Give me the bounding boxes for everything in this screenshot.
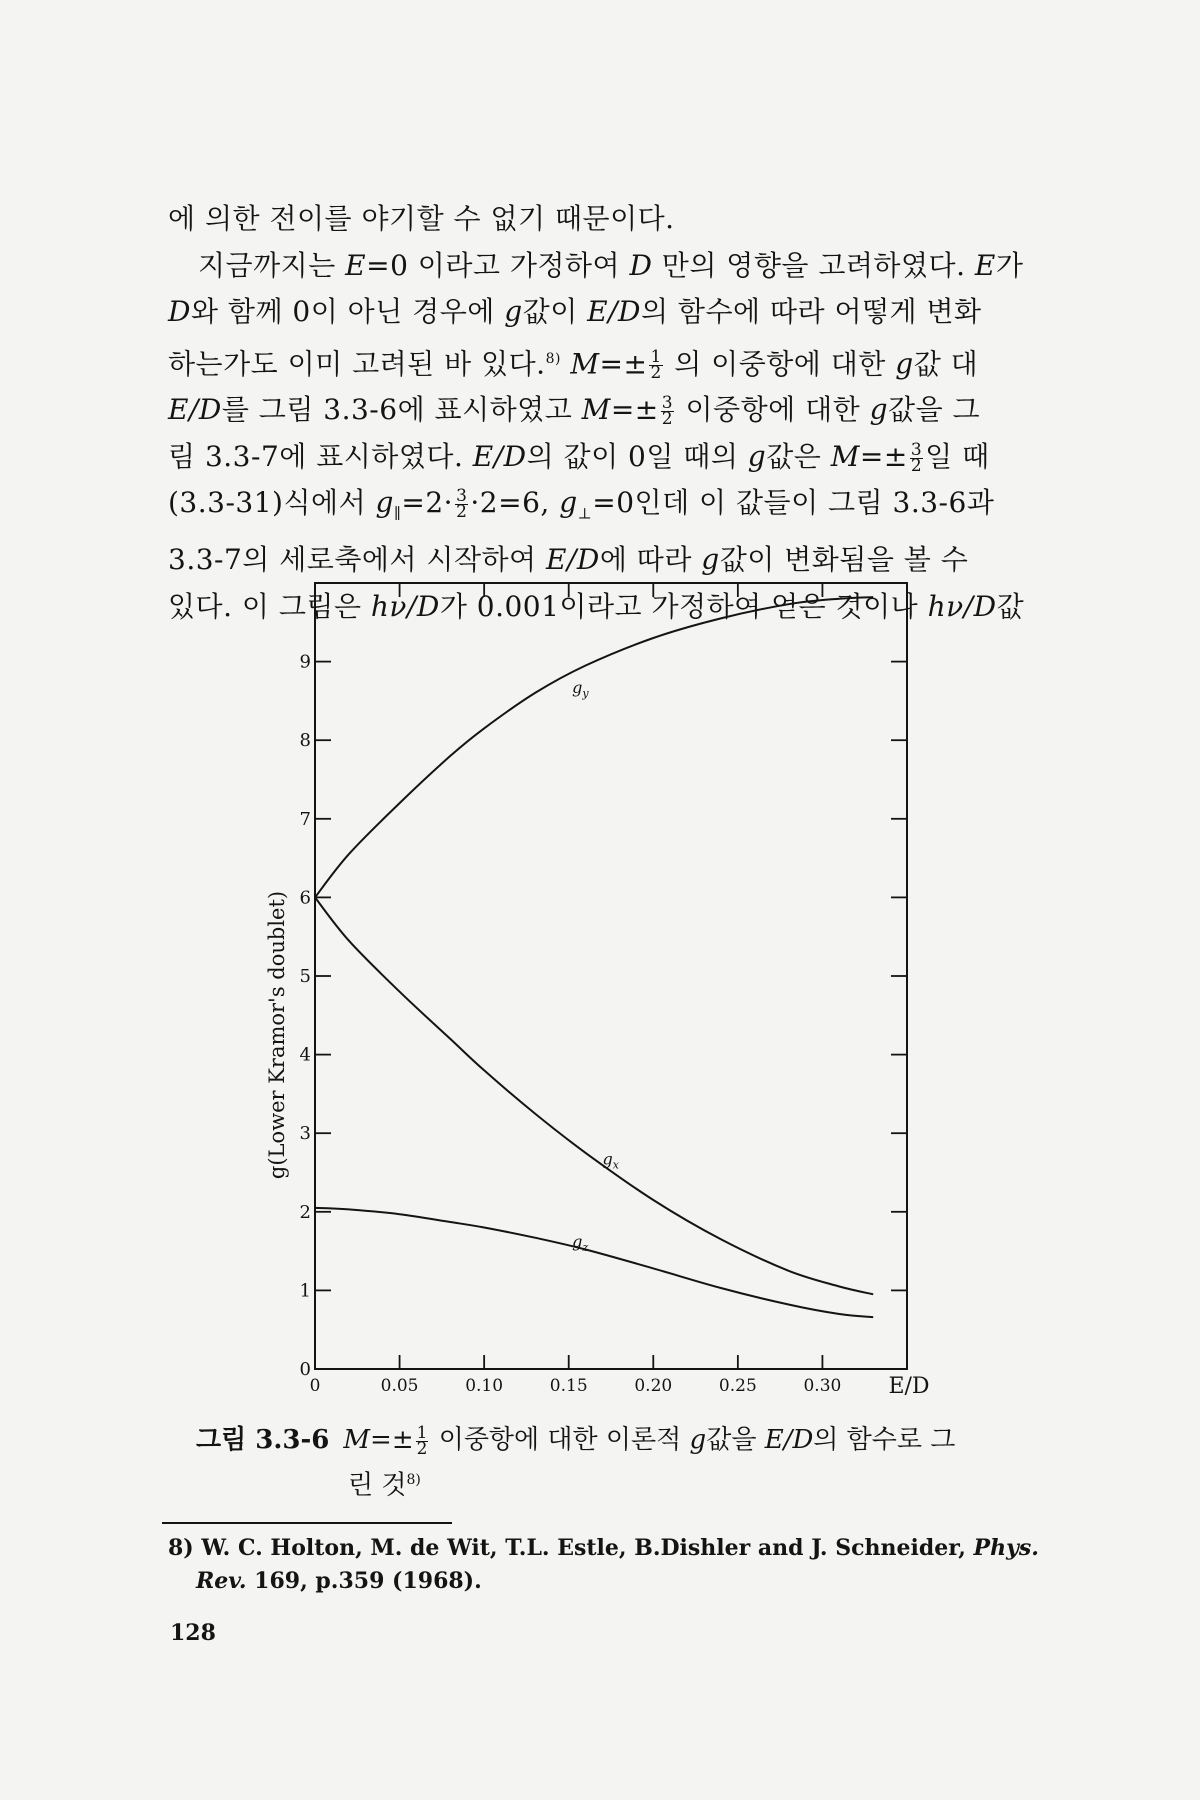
fraction-denominator: 2	[650, 362, 662, 383]
text-span: 값을 그	[888, 393, 981, 427]
body-line	[168, 434, 1080, 481]
text-span: 의 값이 0일 때의	[526, 439, 748, 473]
fraction-numerator: 3	[456, 486, 468, 507]
math-symbol: M	[581, 393, 611, 427]
fraction	[910, 439, 923, 476]
math-symbol: E/D	[764, 1425, 814, 1455]
subscript: ⊥	[577, 504, 593, 523]
y-tick-label: 0	[299, 1359, 311, 1380]
text-span: =0인데 이 값들이 그림 3.3-6과	[592, 486, 995, 520]
y-tick-label: 9	[299, 651, 311, 673]
math-symbol: E	[974, 248, 996, 282]
figure-caption	[196, 1420, 1056, 1506]
text-span: =±	[370, 1425, 414, 1455]
math-symbol: g	[375, 486, 394, 520]
text-span: 3.3-7의 세로축에서 시작하여	[168, 543, 546, 577]
page-number: 128	[170, 1620, 216, 1646]
fraction-numerator: 1	[650, 346, 662, 367]
footnote	[168, 1532, 1088, 1598]
text-span: 값이	[522, 295, 588, 328]
y-tick-label: 5	[299, 966, 311, 987]
x-tick-label: 0	[309, 1376, 321, 1395]
fraction-denominator: 2	[910, 455, 923, 476]
math-symbol: M	[830, 439, 860, 473]
math-symbol: g	[689, 1425, 707, 1455]
x-tick-label: 0.05	[380, 1376, 419, 1395]
y-tick-label: 4	[299, 1044, 311, 1066]
y-tick-label: 1	[299, 1280, 311, 1302]
x-tick-label: 0.10	[465, 1376, 504, 1395]
text-span: 림 3.3-7에 표시하였다.	[168, 439, 473, 473]
math-symbol: M	[560, 346, 600, 380]
x-tick-label: 0.20	[634, 1376, 673, 1395]
fraction	[416, 1422, 429, 1459]
math-symbol: hν/D	[370, 589, 440, 623]
footnote-ref: 8)	[545, 350, 561, 367]
text-span: 의 이중항에 대한	[664, 346, 896, 380]
math-symbol: g	[869, 393, 889, 427]
text-span: 의 함수로 그	[813, 1425, 956, 1455]
text-span: 169, p.359 (1968).	[246, 1568, 482, 1594]
figure-g-vs-ed	[255, 575, 935, 1395]
text-span: 에 의한 전이를 야기할 수 없기 때문이다.	[168, 202, 675, 235]
text-span: 값이 변화됨을 볼 수	[719, 543, 969, 577]
footnote-line	[168, 1532, 1088, 1565]
fraction-denominator: 2	[661, 409, 674, 430]
footnote-rule	[162, 1522, 452, 1524]
text-span: ·2=6,	[470, 486, 560, 520]
text-span: 값 대	[913, 346, 979, 380]
body-line	[168, 289, 1080, 336]
text-span: 린 것	[348, 1470, 407, 1501]
text-span: 에 따라	[599, 543, 702, 577]
y-tick-label: 6	[299, 887, 311, 909]
fraction-denominator: 2	[416, 1438, 428, 1459]
fraction-numerator: 3	[910, 439, 923, 460]
math-symbol: E/D	[546, 543, 600, 577]
math-symbol: g	[895, 346, 914, 380]
y-tick-label: 8	[299, 730, 311, 752]
series-line-g_z	[315, 1208, 873, 1317]
text-span: 를 그림 3.3-6에 표시하였고	[221, 393, 582, 427]
text-span: 가 0.001이라고 가정하여 얻은 것이나	[439, 589, 928, 623]
caption-line	[196, 1460, 1056, 1506]
text-span: 와 함께 0이 아닌 경우에	[190, 295, 505, 328]
text-span: 가	[995, 248, 1024, 282]
text-span: =±	[599, 346, 648, 380]
text-span: (3.3-31)식에서	[168, 486, 376, 520]
math-symbol: E/D	[472, 439, 527, 473]
body-line	[168, 243, 1080, 290]
math-symbol: M	[343, 1425, 371, 1455]
math-symbol: g	[747, 439, 767, 473]
body-line	[168, 387, 1080, 434]
math-symbol: E/D	[168, 393, 222, 427]
series-line-g_x	[315, 897, 873, 1294]
text-span: =±	[610, 393, 659, 427]
math-symbol: g	[701, 543, 720, 577]
text-span: 값은	[766, 439, 831, 473]
series-label-g_z: $g_z$	[572, 1232, 589, 1255]
math-symbol: D	[168, 295, 191, 328]
series-line-g_y	[315, 597, 873, 897]
journal-name: Rev.	[196, 1568, 247, 1594]
plot-frame	[315, 583, 907, 1369]
text-span: 이중항에 대한 이론적	[430, 1425, 690, 1455]
footnote-ref: 8)	[406, 1472, 421, 1488]
text-span: 8) W. C. Holton, M. de Wit, T.L. Estle, B.Dishler and J. Schneider,	[168, 1535, 974, 1561]
math-symbol: D	[629, 248, 653, 282]
text-span: =2·	[401, 486, 454, 520]
text-span: =±	[859, 439, 908, 473]
y-tick-label: 7	[299, 808, 311, 830]
journal-name: Phys.	[973, 1535, 1039, 1561]
series-label-g_x: $g_x$	[602, 1149, 620, 1172]
math-symbol: hν/D	[927, 589, 997, 623]
text-span: 값	[996, 589, 1025, 623]
caption-line	[196, 1420, 1056, 1460]
x-tick-label: 0.25	[718, 1376, 757, 1395]
footnote-line	[168, 1565, 1088, 1598]
text-span: 일 때	[925, 439, 990, 473]
text-span: 있다. 이 그림은	[168, 589, 371, 623]
math-symbol: g	[559, 486, 578, 520]
body-line	[168, 336, 1080, 388]
subscript: ∥	[393, 504, 402, 523]
body-line	[168, 196, 1080, 243]
math-symbol: g	[504, 295, 523, 328]
text-span: 만의 영향을 고려하였다.	[652, 248, 975, 282]
text-span: 지금까지는	[198, 248, 346, 282]
body-text	[168, 196, 1080, 630]
y-axis-label: g(Lower Kramor's doublet)	[265, 890, 289, 1180]
figure-number: 그림 3.3-6	[196, 1425, 330, 1455]
fraction	[455, 486, 468, 523]
y-tick-label: 3	[299, 1123, 311, 1145]
fraction	[661, 393, 674, 430]
fraction	[649, 346, 662, 383]
fraction-denominator: 2	[456, 502, 468, 523]
y-tick-label: 2	[299, 1201, 311, 1223]
text-span: 이중항에 대한	[676, 393, 870, 427]
text-span: 의 함수에 따라 어떻게 변화	[640, 295, 982, 328]
x-axis-label: E/D	[888, 1374, 930, 1395]
series-label-g_y: $g_y$	[572, 678, 589, 701]
text-span: 하는가도 이미 고려된 바 있다.	[168, 346, 546, 380]
x-tick-label: 0.15	[549, 1376, 588, 1395]
fraction-numerator: 3	[661, 393, 674, 414]
x-tick-label: 0.30	[803, 1376, 842, 1395]
math-symbol: E/D	[587, 295, 641, 328]
body-line	[168, 480, 1080, 537]
text-span: 값을	[706, 1425, 765, 1455]
chart-svg	[255, 575, 935, 1395]
text-span: =0 이라고 가정하여	[366, 248, 630, 282]
fraction-numerator: 1	[416, 1422, 428, 1443]
math-symbol: E	[345, 248, 367, 282]
